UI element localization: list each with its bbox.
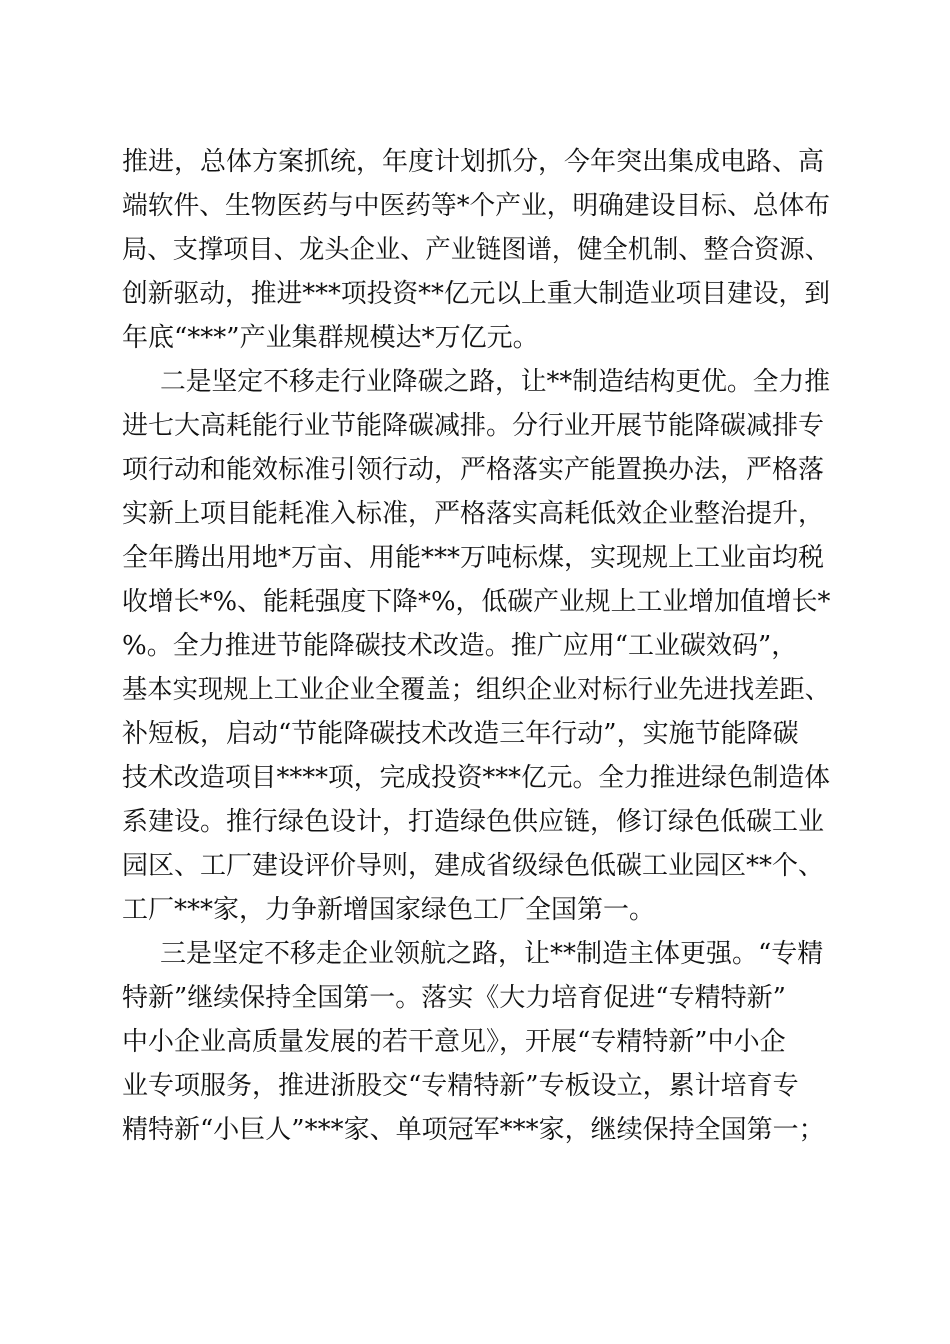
text-line: 特新”继续保持全国第一。落实《大力培育促进“专精特新” — [122, 983, 786, 1013]
text-line: 补短板，启动“节能降碳技术改造三年行动”，实施节能降碳 — [122, 719, 799, 749]
text-line: 年底“***”产业集群规模达*万亿元。 — [122, 323, 539, 353]
text-line: 业专项服务，推进浙股交“专精特新”专板设立，累计培育专 — [122, 1071, 799, 1101]
text-line: 精特新“小巨人”***家、单项冠军***家，继续保持全国第一； — [122, 1115, 825, 1145]
paragraph-lead-line: 二是坚定不移走行业降碳之路，让**制造结构更优。全力推 — [160, 367, 830, 397]
text-line: 工厂***家，力争新增国家绿色工厂全国第一。 — [122, 895, 656, 925]
text-line: 园区、工厂建设评价导则，建成省级绿色低碳工业园区**个、 — [122, 851, 825, 881]
text-line: 进七大高耗能行业节能降碳减排。分行业开展节能降碳减排专 — [122, 411, 825, 441]
text-line: 项行动和能效标准引领行动，严格落实产能置换办法，严格落 — [122, 455, 825, 485]
text-line: %。全力推进节能降碳技术改造。推广应用“工业碳效码”， — [122, 631, 798, 661]
text-line: 创新驱动，推进***项投资**亿元以上重大制造业项目建设，到 — [122, 279, 831, 309]
text-line: 端软件、生物医药与中医药等*个产业，明确建设目标、总体布 — [122, 191, 831, 221]
text-line: 推进，总体方案抓统，年度计划抓分，今年突出集成电路、高 — [122, 147, 825, 177]
text-line: 基本实现规上工业企业全覆盖；组织企业对标行业先进找差距、 — [122, 675, 830, 705]
text-line: 全年腾出用地*万亩、用能***万吨标煤，实现规上工业亩均税 — [122, 543, 825, 573]
text-line: 中小企业高质量发展的若干意见》，开展“专精特新”中小企 — [122, 1027, 786, 1057]
text-line: 收增长*%、能耗强度下降*%，低碳产业规上工业增加值增长* — [122, 587, 831, 617]
text-line: 局、支撑项目、龙头企业、产业链图谱，健全机制、整合资源、 — [122, 235, 830, 265]
paragraph-lead-line: 三是坚定不移走企业领航之路，让**制造主体更强。“专精 — [160, 939, 824, 969]
text-line: 实新上项目能耗准入标准，严格落实高耗低效企业整治提升， — [122, 499, 825, 529]
text-line: 技术改造项目****项，完成投资***亿元。全力推进绿色制造体 — [122, 763, 831, 793]
text-line: 系建设。推行绿色设计，打造绿色供应链，修订绿色低碳工业 — [122, 807, 825, 837]
